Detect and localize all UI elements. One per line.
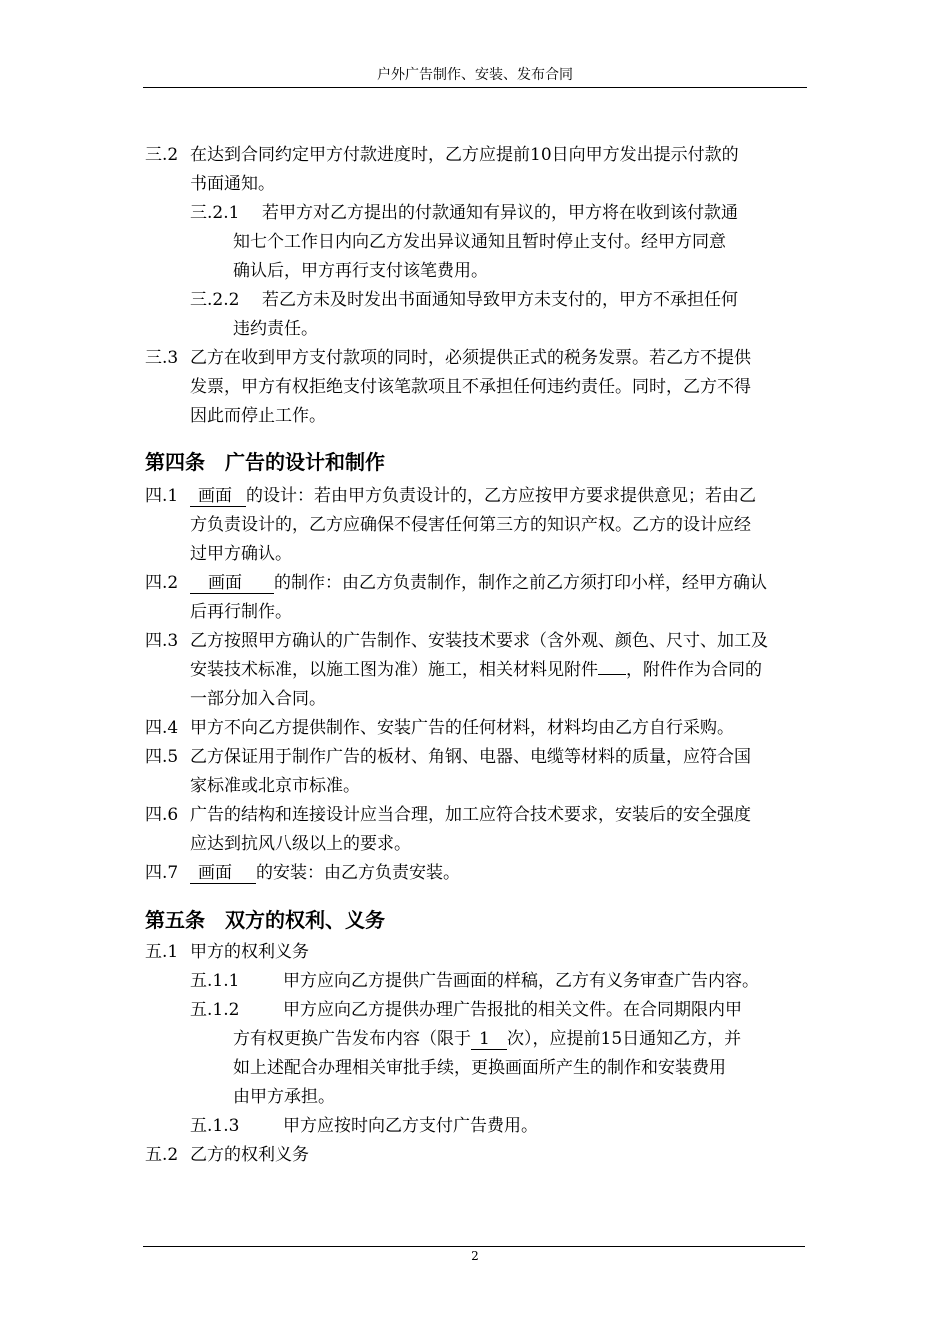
clause-text: 一部分加入合同。 [190,689,326,709]
clause-text: 由甲方承担。 [233,1087,335,1107]
clause-text: 乙方按照甲方确认的广告制作、安装技术要求（含外观、颜色、尺寸、加工及 [190,631,768,651]
clause-5-1-3 [0,1112,950,1141]
clause-number: 五.1.2 [190,1000,240,1020]
clause-text: 方有权更换广告发布内容（限于 [233,1029,471,1049]
clause-number: 三.2.2 [190,290,240,310]
article-title: 双方的权利、义务 [225,908,385,932]
clause-text: 甲方应向乙方提供广告画面的样稿，乙方有义务审查广告内容。 [283,971,759,991]
clause-3-2-2 [0,286,950,344]
clause-text: 因此而停止工作。 [190,406,326,426]
clause-5-1-2 [0,996,950,1112]
clause-number: 四.5 [145,747,179,767]
clause-number: 四.1 [145,486,179,506]
clause-number: 五.2 [145,1145,179,1165]
clause-text: 若乙方未及时发出书面通知导致甲方未支付的，甲方不承担任何 [262,290,738,310]
underlined-blank [598,674,626,675]
clause-text: 甲方应按时向乙方支付广告费用。 [283,1116,538,1136]
clause-4-7 [0,859,950,888]
clause-text: 过甲方确认。 [190,544,292,564]
clause-text: 知七个工作日内向乙方发出异议通知且暂时停止支付。经甲方同意 [233,232,726,252]
clause-text: 的设计：若由甲方负责设计的，乙方应按甲方要求提供意见；若由乙 [246,486,756,506]
clause-text: ，附件作为合同的 [626,660,762,680]
underlined-blank: 1 [471,1029,507,1050]
article-number: 第五条 [145,908,205,932]
clause-5-1-1 [0,967,950,996]
header-divider [143,87,807,88]
clause-number: 五.1.3 [190,1116,240,1136]
clause-3-3 [0,344,950,431]
clause-number: 四.3 [145,631,179,651]
clause-text: 安装技术标准，以施工图为准）施工，相关材料见附件 [190,660,598,680]
underlined-blank: 画面 [190,573,274,594]
clause-text: 书面通知。 [190,174,275,194]
header-title: 户外广告制作、安装、发布合同 [377,67,573,83]
clause-3-2-1 [0,199,950,286]
clause-5-1 [0,938,950,967]
clause-number: 四.2 [145,573,179,593]
clause-text: 乙方在收到甲方支付款项的同时，必须提供正式的税务发票。若乙方不提供 [190,348,751,368]
clause-text: 甲方的权利义务 [190,942,309,962]
clause-text: 广告的结构和连接设计应当合理，加工应符合技术要求，安装后的安全强度 [190,805,751,825]
clause-4-1 [0,482,950,569]
article-4-heading [145,448,950,476]
clause-text: 家标准或北京市标准。 [190,776,360,796]
clause-text: 后再行制作。 [190,602,292,622]
article-number: 第四条 [145,450,205,474]
clause-text: 甲方不向乙方提供制作、安装广告的任何材料，材料均由乙方自行采购。 [190,718,734,738]
clause-text: 方负责设计的，乙方应确保不侵害任何第三方的知识产权。乙方的设计应经 [190,515,751,535]
clause-text: 乙方保证用于制作广告的板材、角钢、电器、电缆等材料的质量，应符合国 [190,747,751,767]
clause-number: 三.3 [145,348,179,368]
document-body [0,141,950,1170]
footer-divider [143,1246,805,1247]
clause-number: 五.1.1 [190,971,240,991]
page-number: 2 [471,1249,479,1263]
clause-number: 四.4 [145,718,179,738]
clause-4-2 [0,569,950,627]
clause-number: 五.1 [145,942,179,962]
clause-text: 如上述配合办理相关审批手续，更换画面所产生的制作和安装费用 [233,1058,726,1078]
clause-text: 的安装：由乙方负责安装。 [256,863,460,883]
clause-text: 发票，甲方有权拒绝支付该笔款项且不承担任何违约责任。同时，乙方不得 [190,377,751,397]
clause-number: 三.2 [145,145,179,165]
clause-text: 应达到抗风八级以上的要求。 [190,834,411,854]
clause-3-2 [0,141,950,199]
article-title: 广告的设计和制作 [225,450,385,474]
clause-4-5 [0,743,950,801]
underlined-blank: 画面 [190,863,256,884]
clause-text: 次），应提前15日通知乙方，并 [507,1029,742,1049]
clause-4-4 [0,714,950,743]
clause-5-2 [0,1141,950,1170]
clause-text: 乙方的权利义务 [190,1145,309,1165]
clause-text: 在达到合同约定甲方付款进度时，乙方应提前10日向甲方发出提示付款的 [190,145,739,165]
article-5-heading [145,906,950,934]
clause-text: 的制作：由乙方负责制作，制作之前乙方须打印小样，经甲方确认 [274,573,767,593]
clause-text: 若甲方对乙方提出的付款通知有异议的，甲方将在收到该付款通 [262,203,738,223]
clause-number: 三.2.1 [190,203,240,223]
underlined-blank: 画面 [190,486,246,507]
clause-4-3 [0,627,950,714]
clause-number: 四.7 [145,863,179,883]
clause-text: 违约责任。 [233,319,318,339]
clause-4-6 [0,801,950,859]
clause-text: 甲方应向乙方提供办理广告报批的相关文件。在合同期限内甲 [283,1000,742,1020]
clause-number: 四.6 [145,805,179,825]
clause-text: 确认后，甲方再行支付该笔费用。 [233,261,488,281]
